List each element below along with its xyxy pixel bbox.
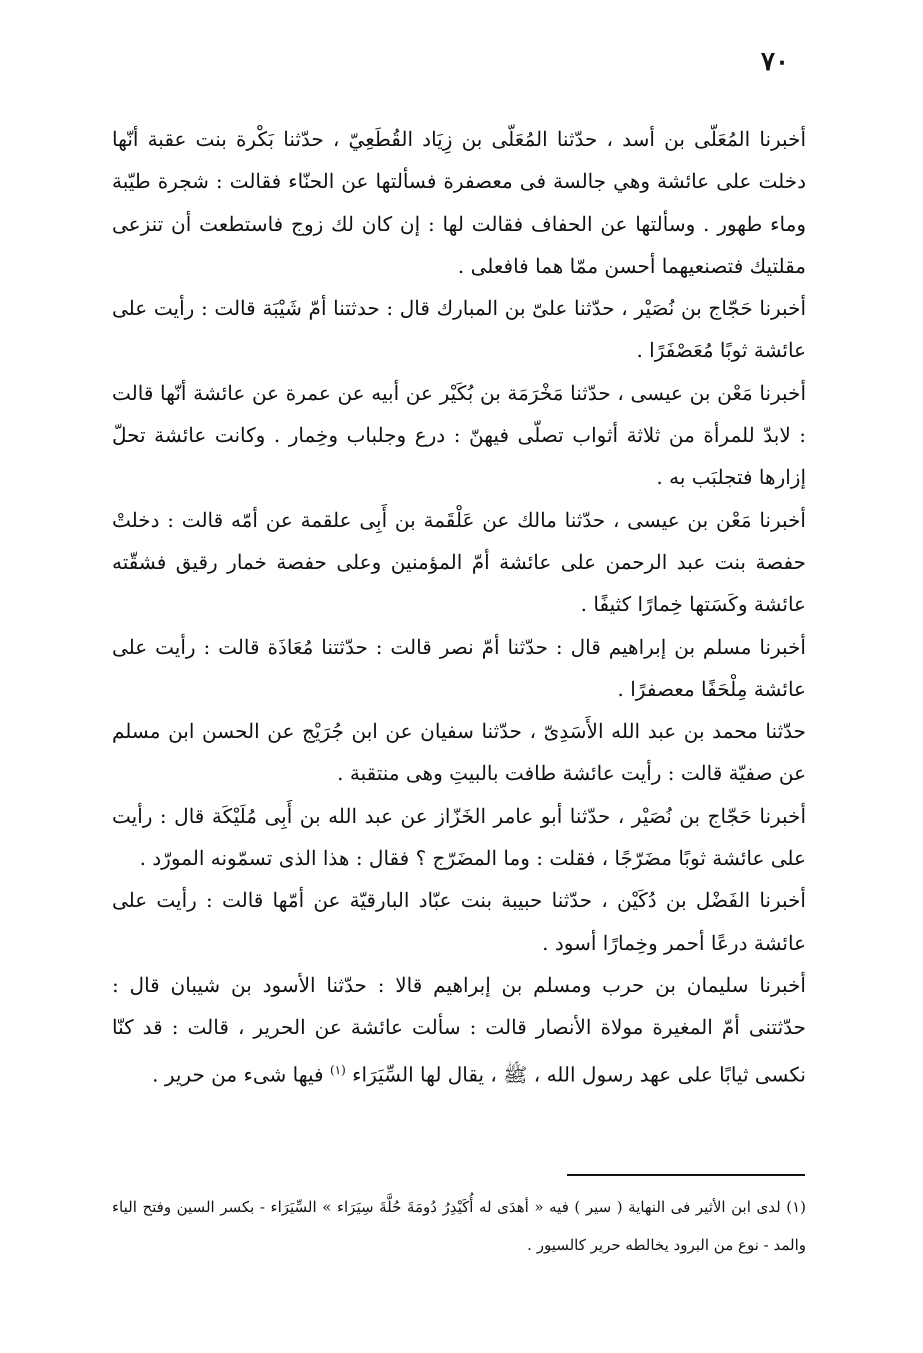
paragraph: أخبرنا مسلم بن إبراهيم قال : حدّثنا أمّ نصر قالت : حدّثتنا مُعَاذَة قالت : رأيت على عائشة مِلْحَفًا معصفرًا . <box>112 634 806 701</box>
footnote <box>112 1188 806 1264</box>
paragraph: أخبرنا مَعْن بن عيسى ، حدّثنا مَخْرَمَة بن بُكَيْر عن أبيه عن عمرة عن عائشة أنّها قالت : لابدّ للمرأة من ثلاثة أثواب تصلّى فيهنّ : درع وجلباب وخِمار . وكانت عائشة تحلّ إزارها فتجلبَب به . <box>112 380 806 490</box>
footnotes <box>112 1188 806 1264</box>
main-text <box>112 118 806 1095</box>
footnote-reference[interactable]: (١) <box>329 1062 346 1077</box>
footnote-marker: (١) <box>786 1198 806 1216</box>
paragraph-with-footnote-ref <box>112 964 806 1096</box>
page-number: ٧٠ <box>761 47 789 77</box>
paragraph-text: فيها شىء من حرير . <box>152 1062 330 1087</box>
paragraph: أخبرنا حَجّاج بن نُصَيْر ، حدّثنا علىّ بن المبارك قال : حدثتنا أمّ شَيْبَة قالت : رأيت على عائشة ثوبًا مُعَصْفَرًا . <box>112 296 806 363</box>
paragraph: حدّثنا محمد بن عبد الله الأَسَدِىّ ، حدّثنا سفيان عن ابن جُرَيْج عن الحسن ابن مسلم عن صفيّة قالت : رأيت عائشة طافت بالبيتِ وهى منتقبة . <box>112 719 806 786</box>
paragraph: أخبرنا المُعَلّى بن أسد ، حدّثنا المُعَلّى بن زِيَاد القُطَعِيّ ، حدّثنا بَكْرة بنت عقبة أنّها دخلت على عائشة وهي جالسة فى معصفرة فسألتها عن الحنّاء فقالت : شجرة طيّبة وماء طهور . وسألتها عن الحفاف فقالت لها : إن كان لك زوج فاستطعت أن تنزعى مقلتيك فتصنعيهما أحسن ممّا هما فافعلى . <box>112 127 806 278</box>
footnote-text: لدى ابن الأثير فى النهاية ( سير ) فيه « أهدَى له أُكَيْدِرُ دُومَةَ حُلَّةَ سِيَرَاء » السِّيَرَاء - بكسر السين وفتح الياء والمد - نوع من البرود يخالطه حرير كالسيور . <box>112 1198 806 1254</box>
paragraph: أخبرنا حَجّاج بن نُصَيْر ، حدّثنا أبو عامر الخَزّاز عن عبد الله بن أَبِى مُلَيْكَة قال : رأيت على عائشة ثوبًا مضَرّجًا ، فقلت : وما المضَرّج ؟ فقال : هذا الذى تسمّونه المورّد . <box>112 803 806 871</box>
paragraph: أخبرنا مَعْن بن عيسى ، حدّثنا مالك عن عَلْقَمة بن أَبِى علقمة عن أمّه قالت : دخلتْ حفصة بنت عبد الرحمن على عائشة أمّ المؤمنين وعلى حفصة خمار رقيق فشقّته عائشة وكَسَتها خِمارًا كثيفًا . <box>112 507 806 617</box>
paragraph-text: أخبرنا سليمان بن حرب ومسلم بن إبراهيم قالا : حدّثنا الأسود بن شيبان قال : حدّثتنى أمّ المغيرة مولاة الأنصار قالت : سألت عائشة عن الحرير ، قالت : قد كنّا نكسى ثيابًا على عهد رسول الله ، ﷺ ، يقال لها السِّيَرَاء <box>112 972 806 1087</box>
paragraph: أخبرنا الفَضْل بن دُكَيْن ، حدّثنا حبيبة بنت عبّاد البارقيّة عن أمّها قالت : رأيت على عائشة درعًا أحمر وخِمارًا أسود . <box>112 888 806 955</box>
footnote-separator <box>567 1174 805 1176</box>
